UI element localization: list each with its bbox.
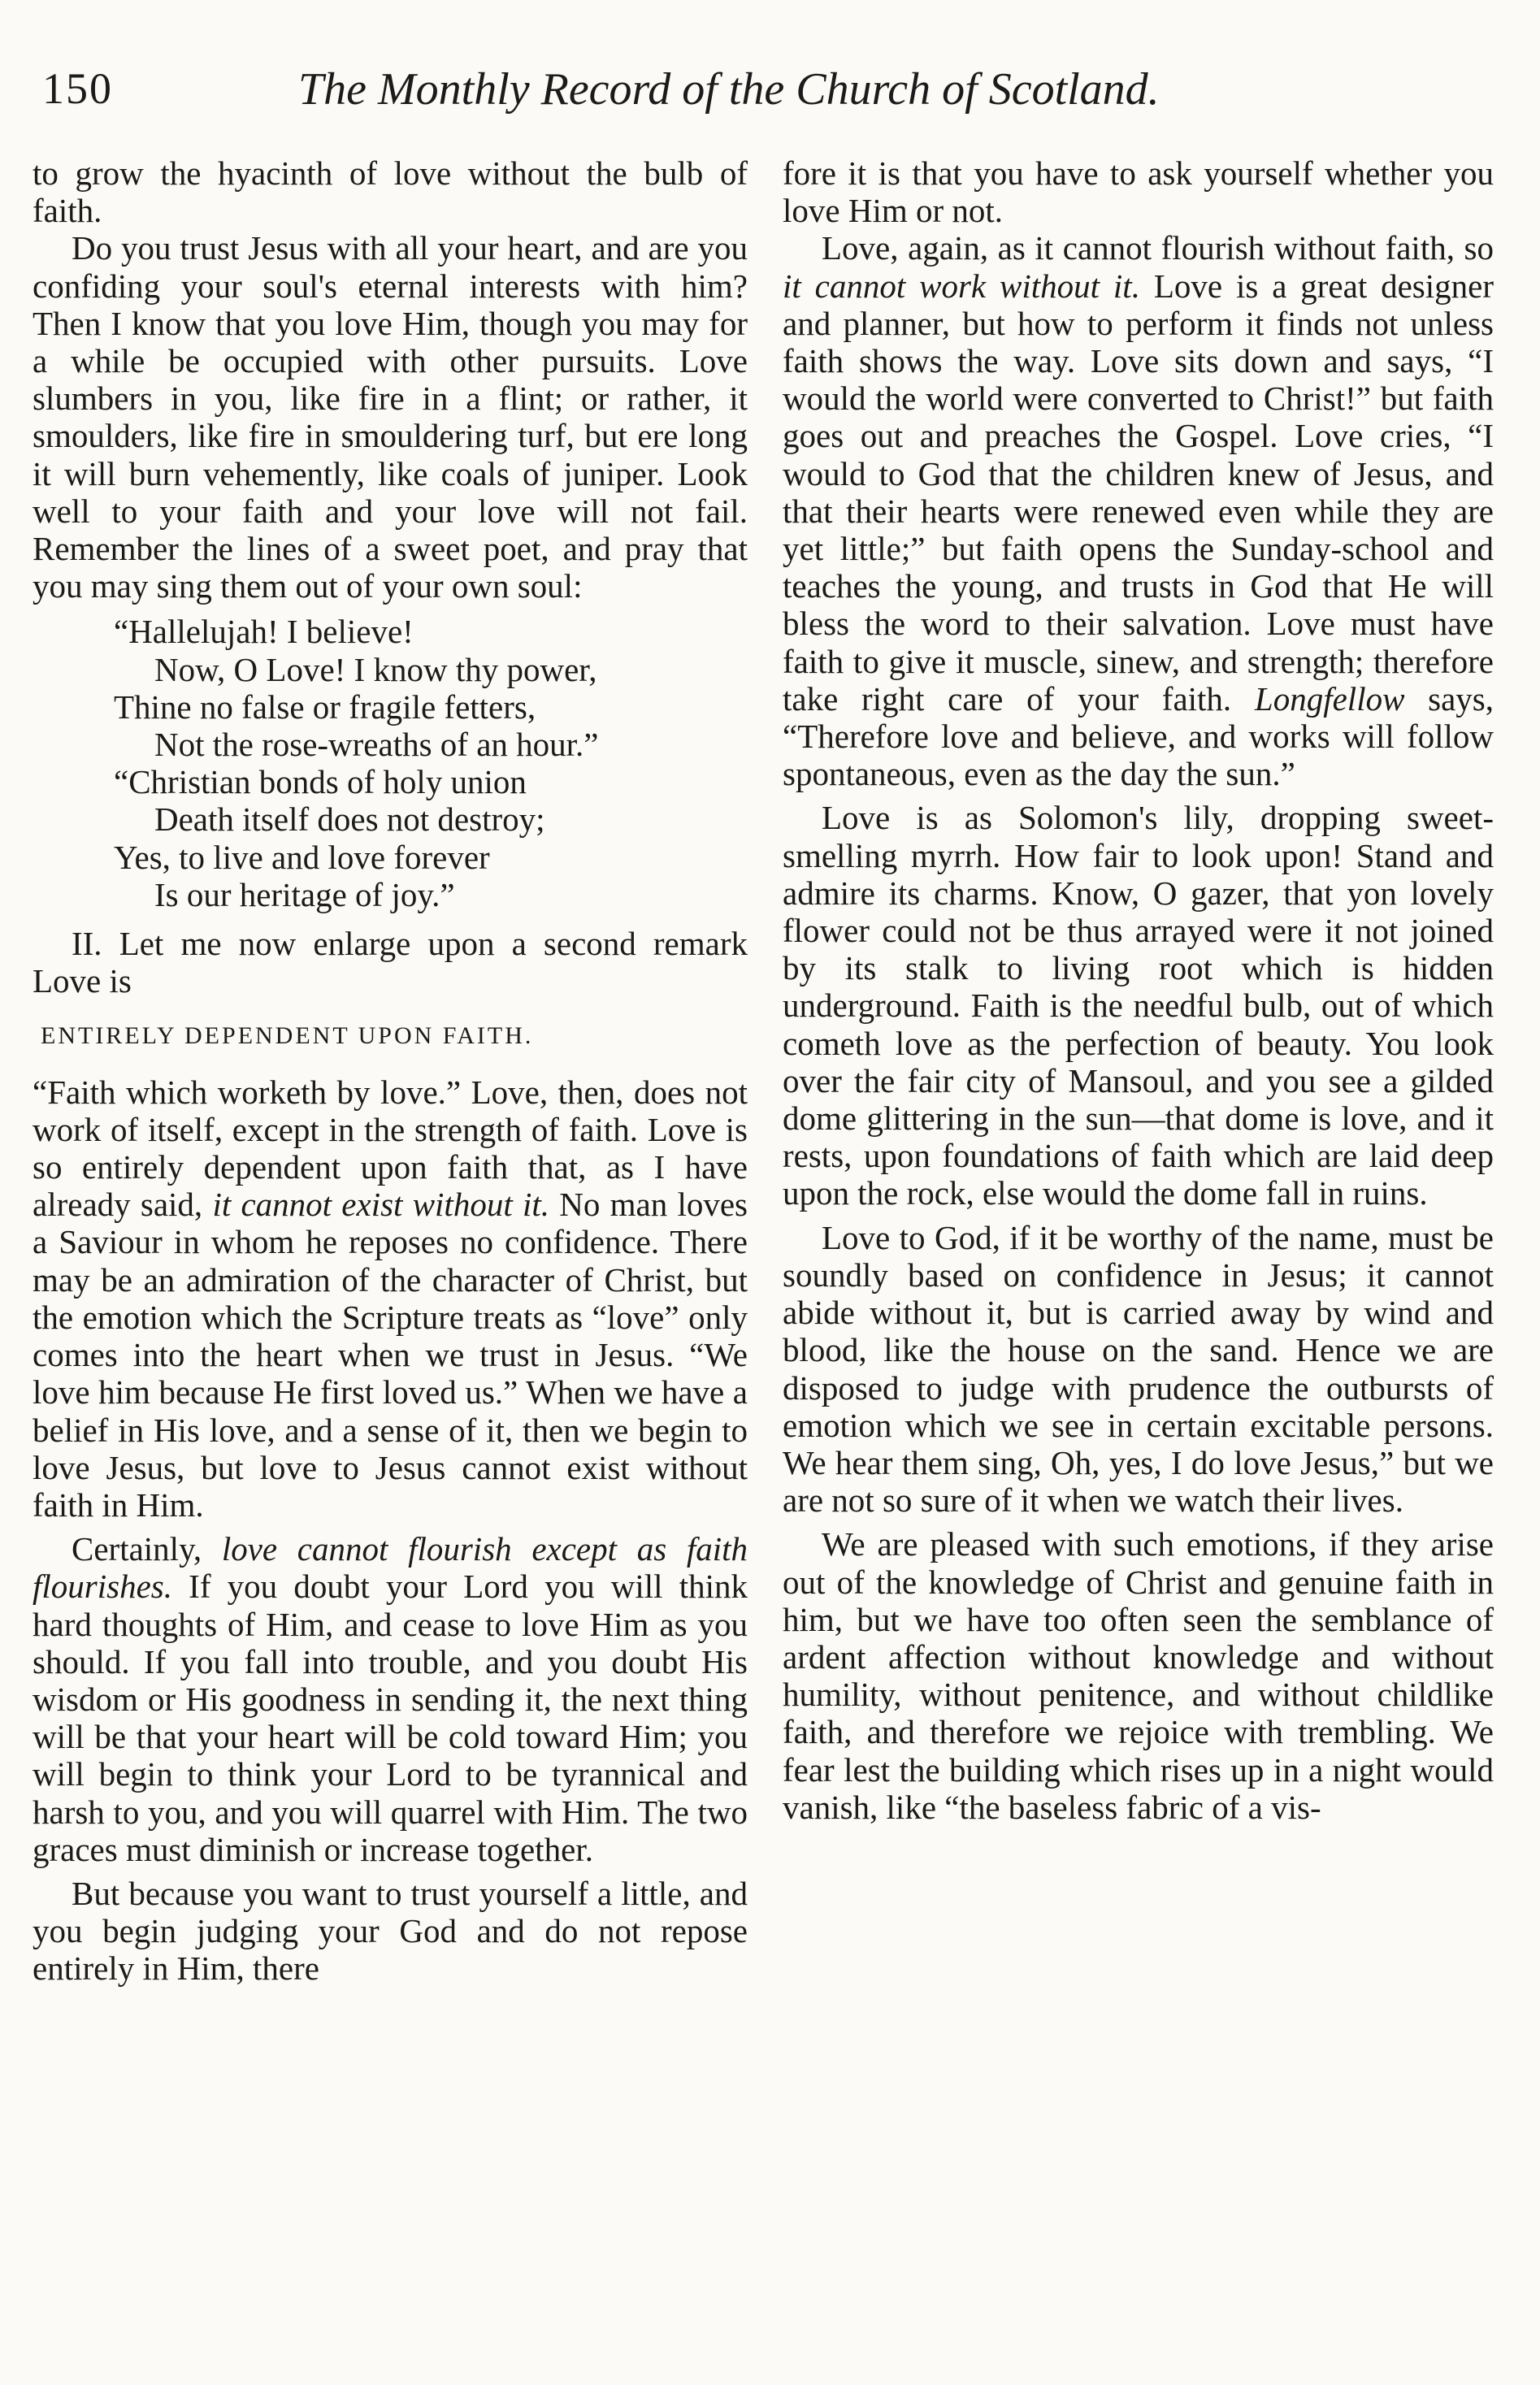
poem-line: Is our heritage of joy.” xyxy=(154,875,455,913)
poem-line: Yes, to live and love forever xyxy=(114,838,490,876)
right-column xyxy=(783,154,1494,1826)
running-header xyxy=(42,63,1481,137)
poem-line: “Christian bonds of holy union xyxy=(114,763,527,801)
section-heading: ENTIRELY DEPENDENT UPON FAITH. xyxy=(41,1022,534,1050)
poem-line: Thine no false or fragile fetters, xyxy=(114,687,536,726)
text-run: says, “Therefore love and believe, and works will follow spontaneous, even as the day the sun.” xyxy=(783,679,1494,793)
text-run: Love, again, as it cannot flourish without faith, so xyxy=(822,229,1494,267)
running-title: The Monthly Record of the Church of Scotland. xyxy=(298,64,1160,115)
text-run: Love is a great designer and planner, but how to perform it finds not unless faith shows the way. Love sits down and says, “I would the world were converted to Christ!” but faith goes out and preaches the Gospel. Love cries, “I would to God that the children knew of Jesus, and that their hearts were renewed even while they are yet little;” but faith opens the Sunday-school and teaches the young, and trusts in God that He will bless the word to their salvation. Love must have faith to give it muscle, sinew, and strength; therefore take right care of your faith. xyxy=(783,267,1494,718)
paragraph: Love to God, if it be worthy of the name, must be soundly based on confidence in Jesus; it cannot abide without it, but is carried away by wind and blood, like the house on the sand. Hence we are disposed to judge with prudence the outbursts of emotion which we see in certain excitable persons. We hear them sing, Oh, yes, I do love Jesus,” but we are not so sure of it when we watch their lives. xyxy=(783,1218,1494,1520)
paragraph: to grow the hyacinth of love without the bulb of faith. xyxy=(33,154,748,230)
poem xyxy=(114,613,748,913)
poem-line: Death itself does not destroy; xyxy=(154,800,545,839)
italic-text: it cannot exist without it. xyxy=(212,1186,549,1224)
text-run: If you doubt your Lord you will think hard thoughts of Him, and cease to love Him as you should. If you fall into trouble, and you doubt His wisdom or His goodness in sending it, the next thing will be that your heart will be cold toward Him; you will begin to think your Lord to be tyrannical and harsh to you, and you will quarrel with Him. The two graces must diminish or increase together. xyxy=(33,1568,748,1868)
poem-line: “Hallelujah! I believe! xyxy=(114,613,414,651)
text-run: Certainly, xyxy=(72,1530,222,1568)
paragraph xyxy=(783,229,1494,792)
page-number: 150 xyxy=(42,64,113,113)
paragraph: Do you trust Jesus with all your heart, and are you confiding your soul's eternal interests with him? Then I know that you love Him, though you may for a while be occupied with other pursuits. Love slumbers in you, like fire in a flint; or rather, it smoulders, like fire in smouldering turf, but ere long it will burn vehemently, like coals of juniper. Look well to your faith and your love will not fail. Remember the lines of a sweet poet, and pray that you may sing them out of your own soul: xyxy=(33,229,748,605)
paragraph: Love is as Solomon's lily, dropping sweet-smelling myrrh. How fair to look upon! Stand and admire its charms. Know, O gazer, that yon lovely flower could not be thus arrayed were it not joined by its stalk to living root which is hidden underground. Faith is the needful bulb, out of which cometh love as the perfection of beauty. You look over the fair city of Mansoul, and you see a gilded dome glittering in the sun—that dome is love, and it rests, upon foundations of faith which are laid deep upon the rock, else would the dome fall in ruins. xyxy=(783,799,1494,1212)
paragraph: But because you want to trust yourself a little, and you begin judging your God and do not repose entirely in Him, there xyxy=(33,1874,748,1988)
italic-text: it cannot work without it. xyxy=(783,267,1140,305)
poem-line: Now, O Love! I know thy power, xyxy=(154,650,597,688)
poem-line: Not the rose-wreaths of an hour.” xyxy=(154,726,599,764)
paragraph xyxy=(33,1073,748,1524)
paragraph: We are pleased with such emotions, if they arise out of the knowledge of Christ and genuine faith in him, but we have too often seen the semblance of ardent affection without knowledge and without humility, without penitence, and without childlike faith, and therefore we rejoice with trembling. We fear lest the building which rises up in a night would vanish, like “the baseless fabric of a vis- xyxy=(783,1525,1494,1826)
left-column xyxy=(33,154,748,1988)
paragraph: fore it is that you have to ask yourself whether you love Him or not. xyxy=(783,154,1494,230)
paragraph xyxy=(33,1530,748,1868)
text-run: “Faith which worketh by love.” Love, then, does not work of itself, except in the strength of faith. Love is so entirely dependent upon faith that, as I have already said, xyxy=(33,1073,748,1224)
text-run: No man loves a Saviour in whom he reposes no confidence. There may be an admiration of the character of Christ, but the emotion which the Scripture treats as “love” only comes into the heart when we trust in Jesus. “We love him because He first loved us.” When we have a belief in His love, and a sense of it, then we begin to love Jesus, but love to Jesus cannot exist without faith in Him. xyxy=(33,1186,748,1524)
italic-text: Longfellow xyxy=(1254,679,1405,718)
paragraph: II. Let me now enlarge upon a second remark Love is xyxy=(33,925,748,1000)
italic-text: love cannot flourish except as faith flourishes. xyxy=(33,1530,748,1606)
